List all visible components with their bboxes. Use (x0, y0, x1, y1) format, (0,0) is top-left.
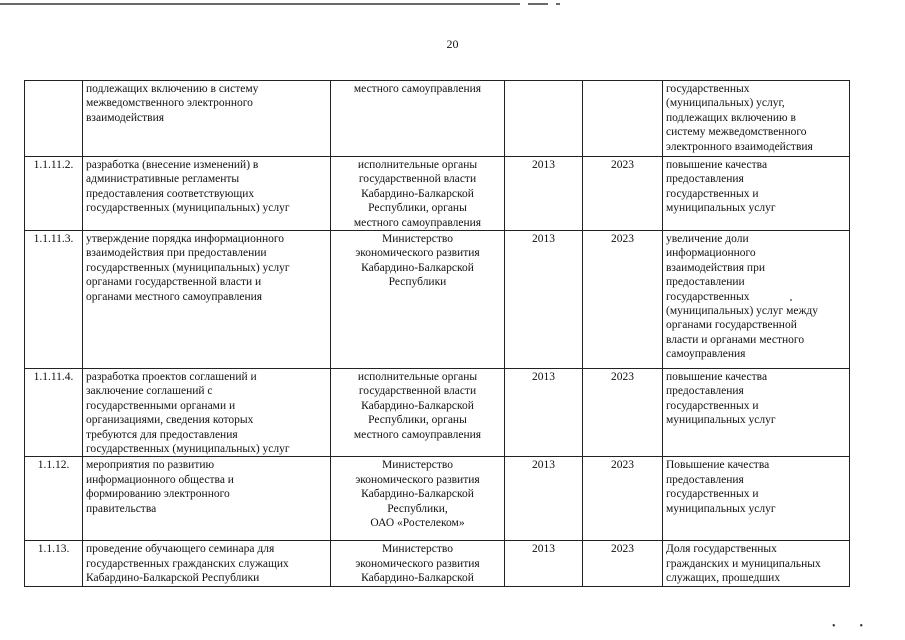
result-cell-line: государственных (666, 290, 750, 303)
end-year-cell: 2023 (583, 157, 663, 231)
activity-cell-line: формированию электронного (86, 488, 230, 501)
result-cell-line: гражданских и муниципальных (666, 557, 821, 570)
start-year-cell: 2013 (505, 231, 583, 369)
executor-cell-line: экономического развития (355, 557, 480, 570)
start-year-cell: 2013 (505, 457, 583, 541)
start-year-cell: 2013 (505, 369, 583, 457)
item-number-cell (25, 81, 83, 157)
executor-cell-line: экономического развития (355, 247, 480, 260)
item-number-cell: 1.1.13. (25, 541, 83, 586)
activity-cell-line: требуются для предоставления (86, 428, 238, 441)
executor-cell-line: Кабардино-Балкарской (361, 572, 474, 585)
activity-cell-line: государственных (муниципальных) услуг (86, 443, 290, 456)
result-cell-line: (муниципальных) услуг, (666, 97, 785, 110)
activity-cell-line: Кабардино-Балкарской Республики (86, 572, 260, 585)
executor-cell-line: экономического развития (355, 473, 480, 486)
result-cell-line: взаимодействия при (666, 261, 765, 274)
result-cell-line: систему межведомственного (666, 126, 807, 139)
result-cell-line: предоставления (666, 385, 744, 398)
activity-cell-line: государственных гражданских служащих (86, 557, 289, 570)
top-scan-rule (0, 3, 560, 5)
start-year-cell: 2013 (505, 541, 583, 586)
scan-corner-marks: •• (831, 621, 887, 632)
result-cell-line: государственных и (666, 488, 759, 501)
activity-cell-line: предоставления соответствующих (86, 187, 255, 200)
activity-cell-line: административные регламенты (86, 173, 240, 186)
executor-cell-line: исполнительные органы (357, 159, 478, 171)
result-cell-line: Доля государственных (666, 543, 777, 556)
activity-cell-line: государственных (муниципальных) услуг (86, 261, 290, 274)
result-cell-line: подлежащих включению в (666, 111, 796, 124)
activity-cell-line: мероприятия по развитию (86, 459, 215, 472)
result-cell (663, 231, 850, 369)
result-cell-line: муниципальных услуг (666, 414, 776, 427)
executor-cell-line: Кабардино-Балкарской (361, 261, 474, 274)
activity-cell-line: государственных (муниципальных) услуг (86, 202, 290, 215)
result-cell-line: Повышение качества (666, 459, 770, 472)
executor-cell (331, 457, 505, 541)
item-number-cell: 1.1.11.3. (25, 231, 83, 369)
result-cell (663, 369, 850, 457)
executor-cell-line: местного самоуправления (353, 428, 482, 441)
activity-cell (83, 541, 331, 586)
executor-cell-line: Министерство (382, 543, 453, 556)
executor-cell (331, 81, 505, 157)
executor-cell (331, 231, 505, 369)
program-activities-table (24, 80, 850, 587)
item-number-cell: 1.1.11.2. (25, 157, 83, 231)
executor-cell (331, 157, 505, 231)
result-cell-line: увеличение доли (666, 233, 749, 246)
result-cell-line: информационного (666, 247, 756, 260)
table-body (25, 81, 850, 587)
result-cell (663, 157, 850, 231)
end-year-cell (583, 81, 663, 157)
executor-cell-line: Республики (388, 276, 447, 289)
result-cell-line: предоставления (666, 173, 744, 186)
executor-cell-line: местного самоуправления (353, 216, 482, 229)
executor-cell-line: Кабардино-Балкарской (361, 187, 474, 200)
result-cell-line: государственных и (666, 187, 759, 200)
executor-cell-line: Республики, органы (368, 414, 467, 427)
result-cell-line: государственных (666, 83, 750, 95)
result-cell-line: муниципальных услуг (666, 502, 776, 515)
start-year-cell (505, 81, 583, 157)
result-cell-line: повышение качества (666, 159, 768, 171)
activity-cell-line: государственными органами и (86, 399, 236, 412)
result-cell-line: власти и органами местного (666, 333, 805, 346)
executor-cell-line: местного самоуправления (353, 83, 482, 95)
activity-cell-line: правительства (86, 502, 157, 515)
activity-cell (83, 231, 331, 369)
executor-cell-line: исполнительные органы (357, 371, 478, 384)
activity-cell (83, 81, 331, 157)
executor-cell-line: Республики, органы (368, 202, 467, 215)
result-cell-line: (муниципальных) услуг между (666, 305, 819, 318)
activity-cell-line: подлежащих включению в систему (86, 83, 259, 95)
result-cell-line: самоуправления (666, 348, 746, 361)
executor-cell (331, 541, 505, 586)
activity-cell-line: заключение соглашений с (86, 385, 213, 398)
activity-cell-line: взаимодействия (86, 111, 165, 124)
table-row (25, 157, 850, 231)
result-cell-line: государственных и (666, 399, 759, 412)
activity-cell-line: разработка (внесение изменений) в (86, 159, 259, 171)
table-row (25, 81, 850, 157)
executor-cell-line: Кабардино-Балкарской (361, 488, 474, 501)
activity-cell-line: органами местного самоуправления (86, 290, 263, 303)
start-year-cell: 2013 (505, 157, 583, 231)
item-number-cell: 1.1.11.4. (25, 369, 83, 457)
executor-cell-line: государственной власти (358, 385, 477, 398)
executor-cell-line: Кабардино-Балкарской (361, 399, 474, 412)
table-row (25, 541, 850, 586)
activity-cell (83, 457, 331, 541)
executor-cell-line: Республики, (387, 502, 448, 515)
table-row (25, 231, 850, 369)
result-cell (663, 81, 850, 157)
page-number: 20 (446, 37, 459, 51)
result-cell-line: муниципальных услуг (666, 202, 776, 215)
activity-cell-line: межведомственного электронного (86, 97, 253, 110)
result-cell-line: предоставления (666, 473, 744, 486)
activity-cell-line: разработка проектов соглашений и (86, 371, 257, 384)
activity-cell-line: утверждение порядка информационного (86, 233, 285, 246)
executor-cell-line: Министерство (382, 459, 453, 472)
executor-cell-line: Министерство (382, 233, 453, 246)
activity-cell-line: взаимодействия при предоставлении (86, 247, 267, 260)
result-cell-line: служащих, прошедших (666, 572, 781, 585)
activity-cell-line: организациями, сведения которых (86, 414, 254, 427)
activity-cell-line: проведение обучающего семинара для (86, 543, 275, 556)
end-year-cell: 2023 (583, 369, 663, 457)
end-year-cell: 2023 (583, 457, 663, 541)
table-row (25, 457, 850, 541)
result-cell (663, 541, 850, 586)
executor-cell-line: ОАО «Ростелеком» (370, 517, 465, 530)
item-number-cell: 1.1.12. (25, 457, 83, 541)
scan-speck (790, 299, 792, 301)
end-year-cell: 2023 (583, 231, 663, 369)
result-cell-line: предоставлении (666, 276, 745, 289)
result-cell-line: повышение качества (666, 371, 768, 384)
executor-cell (331, 369, 505, 457)
result-cell-line: органами государственной (666, 319, 797, 332)
result-cell-line: электронного взаимодействия (666, 140, 813, 153)
activity-cell-line: органами государственной власти и (86, 276, 262, 289)
activity-cell-line: информационного общества и (86, 473, 234, 486)
activity-cell (83, 157, 331, 231)
table-row (25, 369, 850, 457)
end-year-cell: 2023 (583, 541, 663, 586)
activity-cell (83, 369, 331, 457)
executor-cell-line: государственной власти (358, 173, 477, 186)
result-cell (663, 457, 850, 541)
